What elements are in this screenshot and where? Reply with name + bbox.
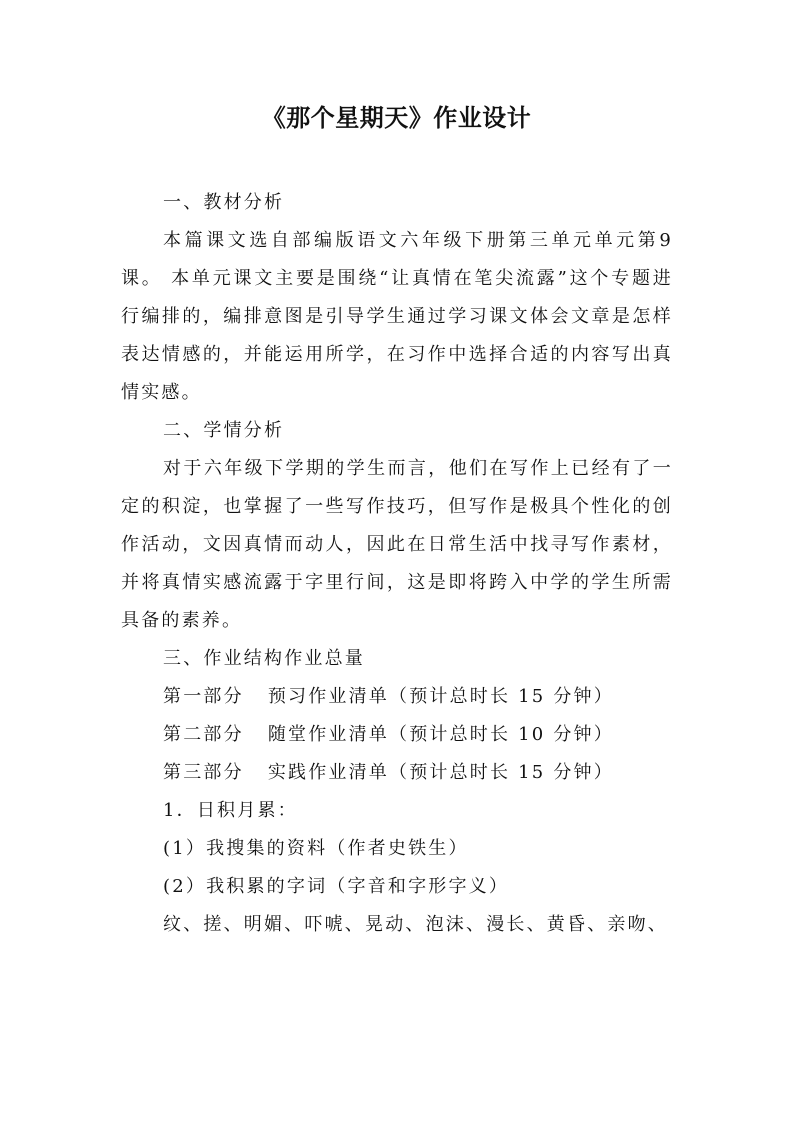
homework-part-row	[121, 678, 673, 716]
homework-part-name: 第三部分	[163, 762, 244, 783]
homework-part-name: 第一部分	[163, 686, 244, 707]
word-list: 纹、搓、明媚、吓唬、晃动、泡沫、漫长、黄昏、亲吻、	[163, 914, 668, 935]
section-heading-student-analysis: 二、学情分析	[163, 420, 285, 441]
homework-part-row	[121, 716, 673, 754]
item-daily-accumulation: 1．日积月累：	[163, 800, 298, 821]
textbook-analysis-paragraph: 本篇课文选自部编版语文六年级下册第三单元单元第9课。 本单元课文主要是围绕“让真情在笔尖流露”这个专题进行编排的，编排意图是引导学生通过学习课文体会文章是怎样表达情感的，并能运用所学，在习作中选择合适的内容写出真情实感。	[121, 230, 673, 403]
homework-part-desc: 随堂作业清单（预计总时长 10 分钟）	[267, 724, 614, 745]
homework-part-row	[121, 754, 673, 792]
student-analysis-paragraph: 对于六年级下学期的学生而言，他们在写作上已经有了一定的积淀，也掌握了一些写作技巧，但写作是极具个性化的创作活动，文因真情而动人，因此在日常生活中找寻写作素材，并将真情实感流露于字里行间，这是即将跨入中学的学生所需具备的素养。	[121, 458, 673, 631]
homework-part-desc: 实践作业清单（预计总时长 15 分钟）	[267, 762, 614, 783]
section-heading-textbook-analysis: 一、教材分析	[163, 192, 285, 213]
item-collected-materials: (1）我搜集的资料（作者史铁生）	[163, 838, 469, 859]
section-heading-homework-structure: 三、作业结构作业总量	[163, 648, 365, 669]
document-title: 《那个星期天》作业设计	[261, 104, 532, 132]
document-body	[121, 184, 673, 944]
homework-part-name: 第二部分	[163, 724, 244, 745]
item-accumulated-words: (2）我积累的字词（字音和字形字义）	[163, 876, 510, 897]
homework-part-desc: 预习作业清单（预计总时长 15 分钟）	[267, 686, 614, 707]
